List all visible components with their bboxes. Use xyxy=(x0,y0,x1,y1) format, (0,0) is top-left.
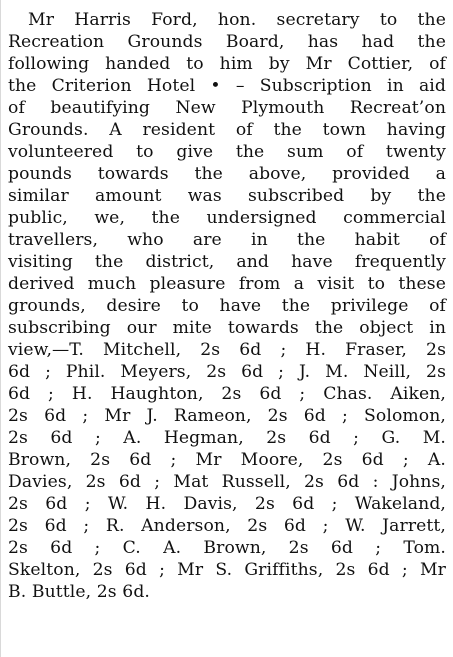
article-line: Recreation Grounds Board, has had the xyxy=(8,32,446,52)
article-line: 2s 6d ; Mr J. Rameon, 2s 6d ; Solomon, xyxy=(8,406,446,426)
article-line: following handed to him by Mr Cottier, of xyxy=(8,54,446,74)
article-line: Mr Harris Ford, hon. secretary to the xyxy=(28,10,446,30)
article-line: Brown, 2s 6d ; Mr Moore, 2s 6d ; A. xyxy=(8,450,446,470)
article-line: B. Buttle, 2s 6d. xyxy=(8,582,150,602)
article-line: travellers, who are in the habit of xyxy=(8,230,446,250)
article-line: the Criterion Hotel • – Subscription in aid xyxy=(8,76,446,96)
article-line: Davies, 2s 6d ; Mat Russell, 2s 6d : Johns, xyxy=(8,472,446,492)
article-paragraph xyxy=(8,9,446,603)
article-line: 6d ; Phil. Meyers, 2s 6d ; J. M. Neill, 2s xyxy=(8,362,446,382)
article-line: visiting the district, and have frequently xyxy=(8,252,446,272)
article-line: derived much pleasure from a visit to these xyxy=(8,274,446,294)
article-line: 2s 6d ; A. Hegman, 2s 6d ; G. M. xyxy=(8,428,446,448)
article-line: 2s 6d ; W. H. Davis, 2s 6d ; Wakeland, xyxy=(8,494,446,514)
article-line: similar amount was subscribed by the xyxy=(8,186,446,206)
article-line: 6d ; H. Haughton, 2s 6d ; Chas. Aiken, xyxy=(8,384,446,404)
article-line: Skelton, 2s 6d ; Mr S. Griffiths, 2s 6d ; Mr xyxy=(8,560,446,580)
article-line: 2s 6d ; R. Anderson, 2s 6d ; W. Jarrett, xyxy=(8,516,446,536)
article-line: of beautifying New Plymouth Recreat’on xyxy=(8,98,446,118)
article-line: Grounds. A resident of the town having xyxy=(8,120,446,140)
article-line: 2s 6d ; C. A. Brown, 2s 6d ; Tom. xyxy=(8,538,446,558)
article-line: public, we, the undersigned commercial xyxy=(8,208,446,228)
article-line: volunteered to give the sum of twenty xyxy=(8,142,446,162)
article-line: pounds towards the above, provided a xyxy=(8,164,446,184)
article-line: grounds, desire to have the privilege of xyxy=(8,296,446,316)
column-rule xyxy=(0,0,1,657)
article-line: view,—T. Mitchell, 2s 6d ; H. Fraser, 2s xyxy=(8,340,446,360)
article-line: subscribing our mite towards the object in xyxy=(8,318,446,338)
